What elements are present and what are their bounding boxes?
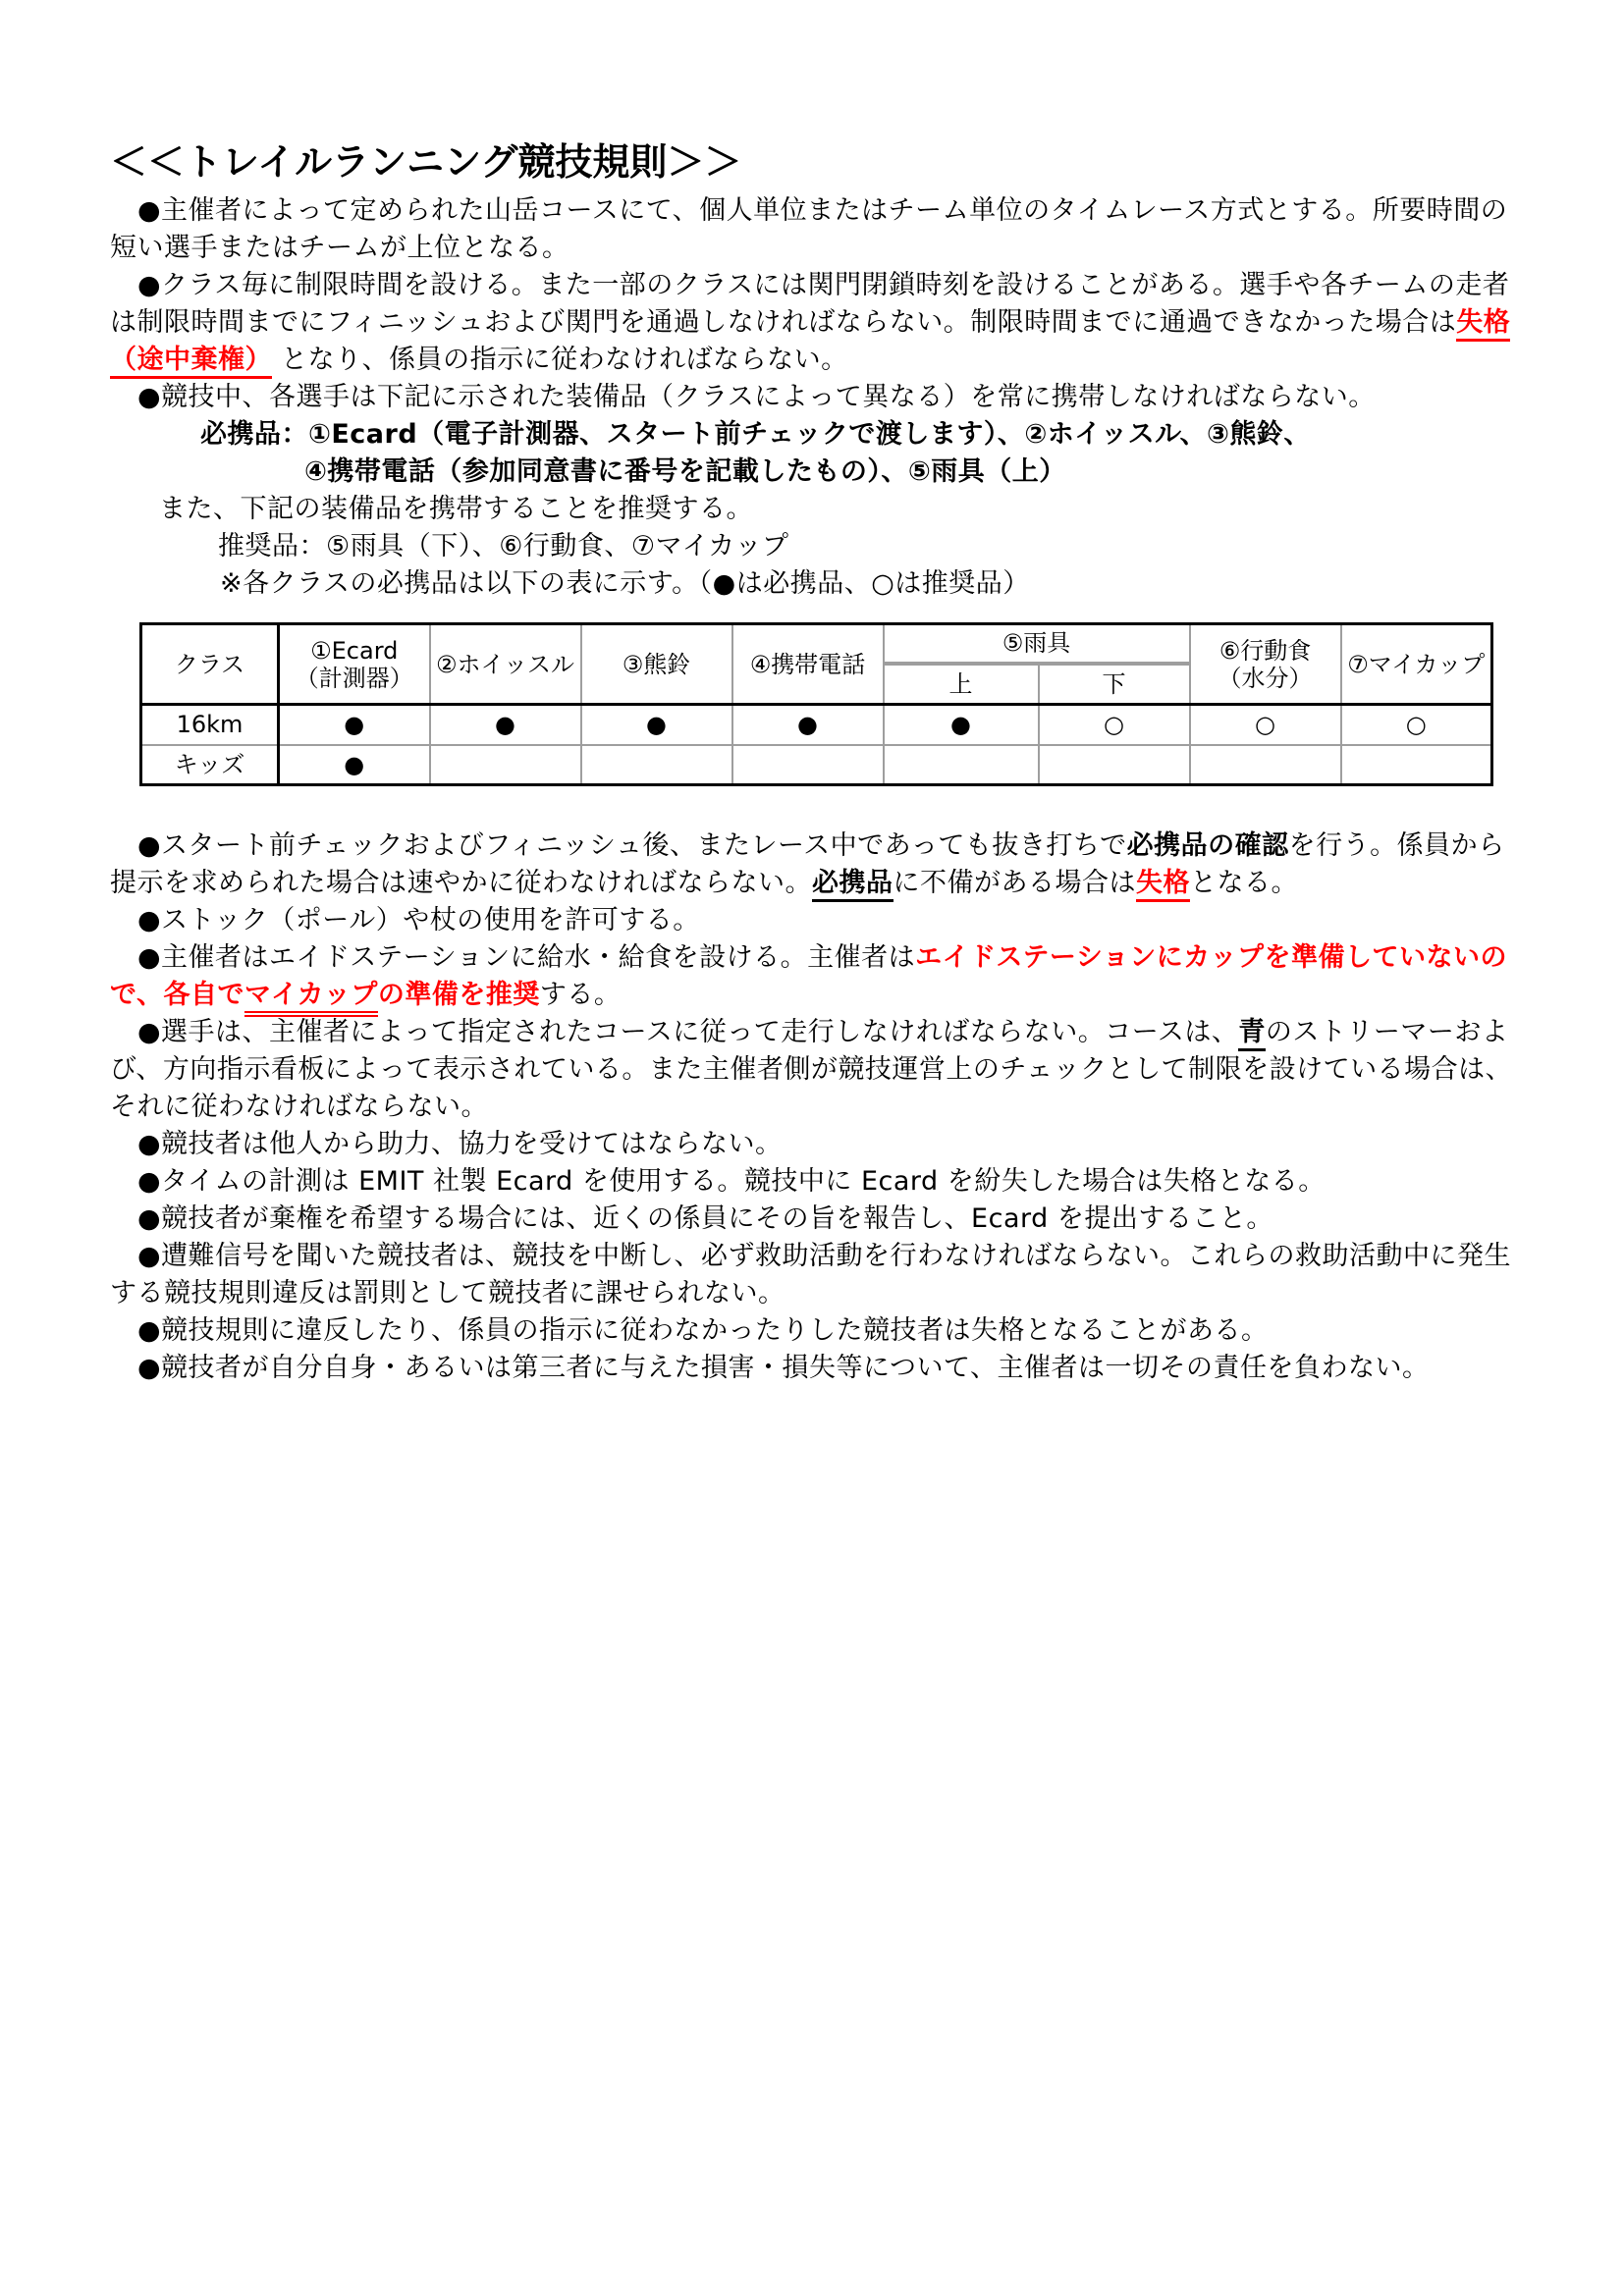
rule-equipment-carry: ●競技中、各選手は下記に示された装備品（クラスによって異なる）を常に携帯しなければならない。	[137, 382, 1376, 412]
header-food: ⑥行動食 （水分）	[1190, 624, 1341, 705]
blue-streamer-highlight: 青	[1238, 1017, 1266, 1051]
my-cup-highlight: マイカップ	[244, 980, 378, 1017]
rule-timed-race: ●主催者によって定められた山岳コースにて、個人単位またはチーム単位のタイムレース方式とする。所要時間の短い選手またはチームが上位となる。	[110, 195, 1508, 263]
cell-phone: ●	[732, 705, 884, 745]
rule-aid-station: ●主催者はエイドステーションに給水・給食を設ける。主催者はエイドステーションにカップを準備していないので、各自でマイカップの準備を推奨する。	[110, 939, 1518, 1014]
rule-retirement: ●競技者が棄権を希望する場合には、近くの係員にその旨を報告し、Ecard を提出すること。	[137, 1203, 1273, 1234]
cell-cup: ○	[1341, 705, 1492, 745]
rule-course-marking: ●選手は、主催者によって指定されたコースに従って走行しなければならない。コースは、青のストリーマーおよび、方向指示看板によって表示されている。また主催者側が競技運営上のチェックとして制限を設けている場合は、それに従わなければならない。	[110, 1017, 1513, 1122]
table-row-kids	[141, 745, 1492, 785]
no-cups-highlight: エイドステーションにカップを準備していないので、各自で	[110, 942, 1508, 1010]
header-rainwear-top: 上	[884, 664, 1039, 705]
class-label: キッズ	[141, 745, 279, 785]
cell-bear-bell	[581, 745, 732, 785]
rule-distress-signal: ●遭難信号を聞いた競技者は、競技を中断し、必ず救助活動を行わなければならない。これらの救助活動中に発生する競技規則違反は罰則として競技者に課せられない。	[110, 1241, 1512, 1308]
rule-gear-check: ●スタート前チェックおよびフィニッシュ後、またレース中であっても抜き打ちで必携品の確認を行う。係員から提示を求められた場合は速やかに従わなければならない。必携品に不備がある場合は失格となる。	[110, 828, 1518, 902]
cell-cup	[1341, 745, 1492, 785]
cell-food	[1190, 745, 1341, 785]
page-title: ＜＜トレイルランニング競技規則＞＞	[110, 140, 742, 184]
class-label: 16km	[141, 705, 279, 745]
header-my-cup: ⑦マイカップ	[1341, 624, 1492, 705]
rule-violation: ●競技規則に違反したり、係員の指示に従わなかったりした競技者は失格となることがある。	[137, 1315, 1269, 1346]
header-rainwear: ⑤雨具	[884, 624, 1190, 664]
cell-rain-bottom: ○	[1039, 705, 1190, 745]
required-check-highlight: 必携品の確認	[1126, 830, 1289, 861]
header-phone: ④携帯電話	[732, 624, 884, 705]
cell-rain-bottom	[1039, 745, 1190, 785]
disqualified-highlight: 失格	[1136, 868, 1190, 902]
cell-rain-top: ●	[884, 705, 1039, 745]
cell-bear-bell: ●	[581, 705, 732, 745]
required-items-line2: ④携帯電話（参加同意書に番号を記載したもの）、⑤雨具（上）	[304, 456, 1066, 487]
header-rainwear-bottom: 下	[1039, 664, 1190, 705]
cell-food: ○	[1190, 705, 1341, 745]
cell-whistle: ●	[430, 705, 581, 745]
rule-timing-ecard: ●タイムの計測は EMIT 社製 Ecard を使用する。競技中に Ecard を紛失した場合は失格となる。	[137, 1166, 1326, 1197]
rule-poles-allowed: ●ストック（ポール）や杖の使用を許可する。	[137, 905, 700, 935]
required-items-underline: 必携品	[812, 868, 893, 902]
table-note: ※各クラスの必携品は以下の表に示す。（●は必携品、○は推奨品）	[220, 568, 1030, 599]
cell-phone	[732, 745, 884, 785]
cell-ecard: ●	[279, 745, 430, 785]
header-class: クラス	[141, 624, 279, 705]
cell-whistle	[430, 745, 581, 785]
header-bear-bell: ③熊鈴	[581, 624, 732, 705]
rule-no-assistance: ●競技者は他人から助力、協力を受けてはならない。	[137, 1129, 783, 1159]
table-row-16km	[141, 705, 1492, 745]
rule-liability: ●競技者が自分自身・あるいは第三者に与えた損害・損失等について、主催者は一切その責任を負わない。	[137, 1353, 1430, 1383]
recommended-items: 推奨品：⑤雨具（下）、⑥行動食、⑦マイカップ	[218, 531, 789, 561]
cell-ecard: ●	[279, 705, 430, 745]
recommend-intro: また、下記の装備品を携帯することを推奨する。	[159, 494, 753, 524]
required-items-line1: 必携品：①Ecard（電子計測器、スタート前チェックで渡します）、②ホイッスル、③熊鈴、	[200, 419, 1311, 450]
disqualified-highlight: 失格（途中棄権）	[110, 307, 1510, 379]
cell-rain-top	[884, 745, 1039, 785]
rule-time-limit: ●クラス毎に制限時間を設ける。また一部のクラスには関門閉鎖時刻を設けることがある。選手や各チームの走者は制限時間までにフィニッシュおよび関門を通過しなければならない。制限時間までに通過できなかった場合は失格（途中棄権） となり、係員の指示に従わなければならない。	[110, 267, 1518, 379]
header-whistle: ②ホイッスル	[430, 624, 581, 705]
equipment-table	[139, 622, 1493, 786]
header-ecard: ①Ecard （計測器）	[279, 624, 430, 705]
